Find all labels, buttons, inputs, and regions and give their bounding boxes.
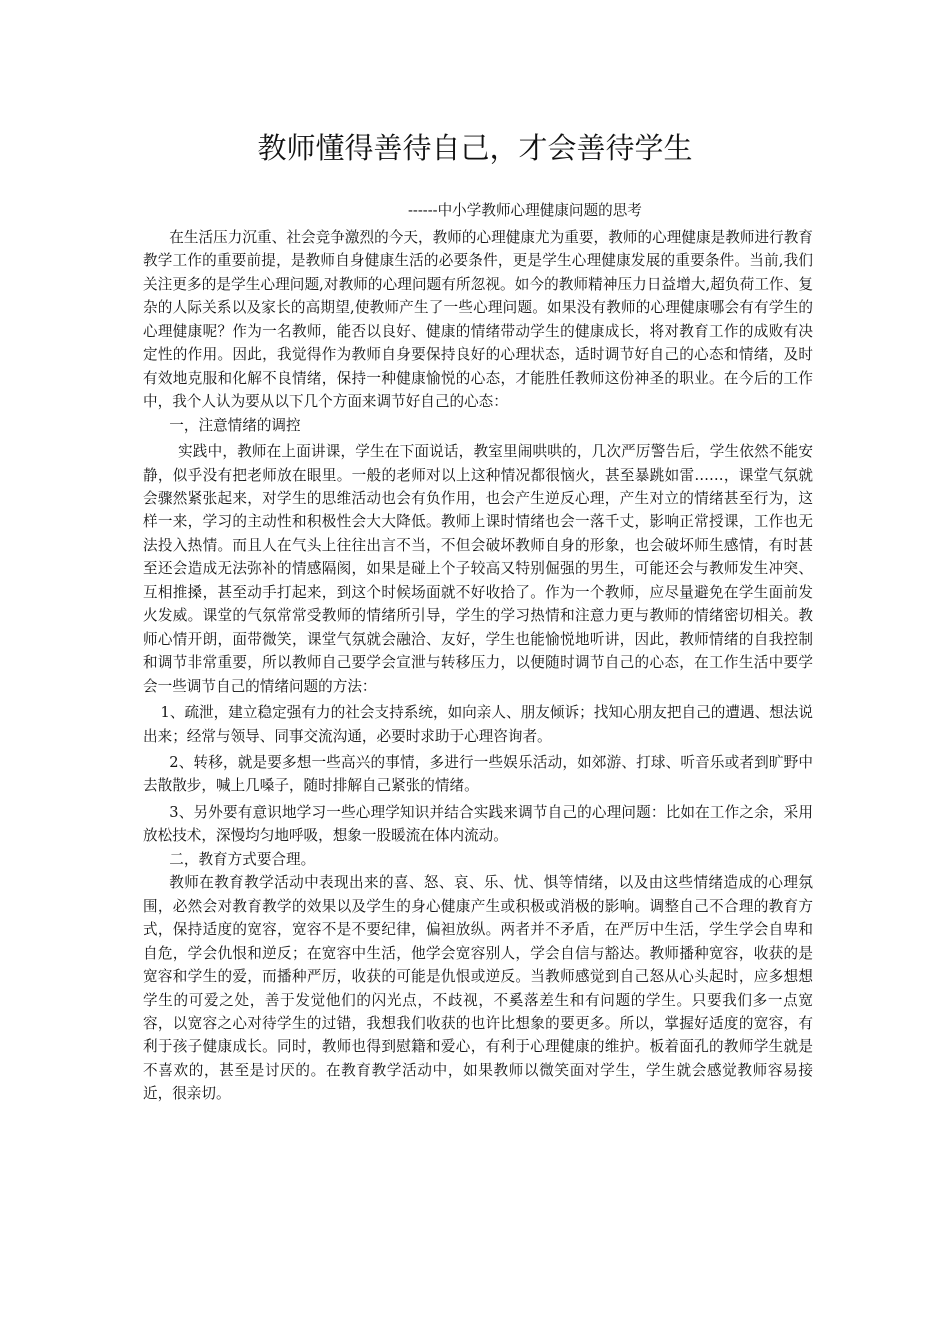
- paragraph-method: 教师在教育教学活动中表现出来的喜、怒、哀、乐、忧、惧等情绪，以及由这些情绪造成的心理氛围，必然会对教育教学的效果以及学生的身心健康产生或积极或消极的影响。调整自己不合理的教育方式，保持适度的宽容，宽容不是不要纪律，偏袒放纵。两者并不矛盾，在严厉中生活，学生学会自卑和自危，学会仇恨和逆反；在宽容中生活，他学会宽容别人，学会自信与豁达。教师播种宽容，收获的是宽容和学生的爱，而播种严厉，收获的可能是仇恨或逆反。当教师感觉到自己怒从心头起时，应多想想学生的可爱之处，善于发觉他们的闪光点，不歧视，不奚落差生和有问题的学生。只要我们多一点宽容，以宽容之心对待学生的过错，我想我们收获的也许比想象的要更多。所以，掌握好适度的宽容，有利于孩子健康成长。同时，教师也得到慰籍和爱心，有利于心理健康的维护。板着面孔的教师学生就是不喜欢的，甚至是讨厌的。在教育教学活动中，如果教师以微笑面对学生，学生就会感觉教师容易接近，很亲切。: [143, 874, 813, 1103]
- list-item-transfer: 2、转移，就是要多想一些高兴的事情，多进行一些娱乐活动，如郊游、打球、听音乐或者到旷野中去散散步，喊上几嗓子，随时排解自己紧张的情绪。: [143, 753, 813, 795]
- document-subtitle: ------中小学教师心理健康问题的思考: [408, 202, 642, 219]
- document-body: [143, 226, 813, 1106]
- section-heading-emotion: 一，注意情绪的调控: [169, 416, 301, 434]
- list-item-release: 1、疏泄，建立稳定强有力的社会支持系统，如向亲人、朋友倾诉；找知心朋友把自己的遭遇、想法说出来；经常与领导、同事交流沟通，必要时求助于心理咨询者。: [143, 704, 813, 745]
- section-heading-method: 二，教育方式要合理。: [169, 850, 316, 868]
- document-title: 教师懂得善待自己，才会善待学生: [257, 131, 693, 165]
- list-item-psychology: 3、另外要有意识地学习一些心理学知识并结合实践来调节自己的心理问题：比如在工作之余，采用放松技术，深慢均匀地呼吸，想象一股暖流在体内流动。: [143, 803, 813, 845]
- paragraph-intro: 在生活压力沉重、社会竞争激烈的今天，教师的心理健康尤为重要，教师的心理健康是教师进行教育教学工作的重要前提，是教师自身健康生活的必要条件，更是学生心理健康发展的重要条件。当前,我们关注更多的是学生心理问题,对教师的心理问题有所忽视。如今的教师精神压力日益增大,超负荷工作、复杂的人际关系以及家长的高期望,使教师产生了一些心理问题。如果没有教师的心理健康哪会有有学生的心理健康呢？作为一名教师，能否以良好、健康的情绪带动学生的健康成长，将对教育工作的成败有决定性的作用。因此，我觉得作为教师自身要保持良好的心理状态，适时调节好自己的心态和情绪，及时有效地克服和化解不良情绪，保持一种健康愉悦的心态，才能胜任教师这份神圣的职业。在今后的工作中，我个人认为要从以下几个方面来调节好自己的心态：: [143, 229, 813, 411]
- paragraph-emotion: 实践中，教师在上面讲课，学生在下面说话，教室里闹哄哄的，几次严厉警告后，学生依然不能安静，似乎没有把老师放在眼里。一般的老师对以上这种情况都很恼火，甚至暴跳如雷……，课堂气氛就会骤然紧张起来，对学生的思维活动也会有负作用，也会产生逆反心理，产生对立的情绪甚至行为，这样一来，学习的主动性和积极性会大大降低。教师上课时情绪也会一落千丈，影响正常授课，工作也无法投入热情。而且人在气头上往往出言不当，不但会破坏教师自身的形象，也会破坏师生感情，有时甚至还会造成无法弥补的情感隔阂，如果是碰上个子较高又特别倔强的男生，可能还会与教师发生冲突、互相推搡，甚至动手打起来，到这个时候场面就不好收拾了。作为一个教师，应尽量避免在学生面前发火发威。课堂的气氛常常受教师的情绪所引导，学生的学习热情和注意力更与教师的情绪密切相关。教师心情开朗，面带微笑，课堂气氛就会融洽、友好，学生也能愉悦地听讲，因此，教师情绪的自我控制和调节非常重要，所以教师自己要学会宣泄与转移压力，以便随时调节自己的心态，在工作生活中要学会一些调节自己的情绪问题的方法：: [143, 443, 813, 695]
